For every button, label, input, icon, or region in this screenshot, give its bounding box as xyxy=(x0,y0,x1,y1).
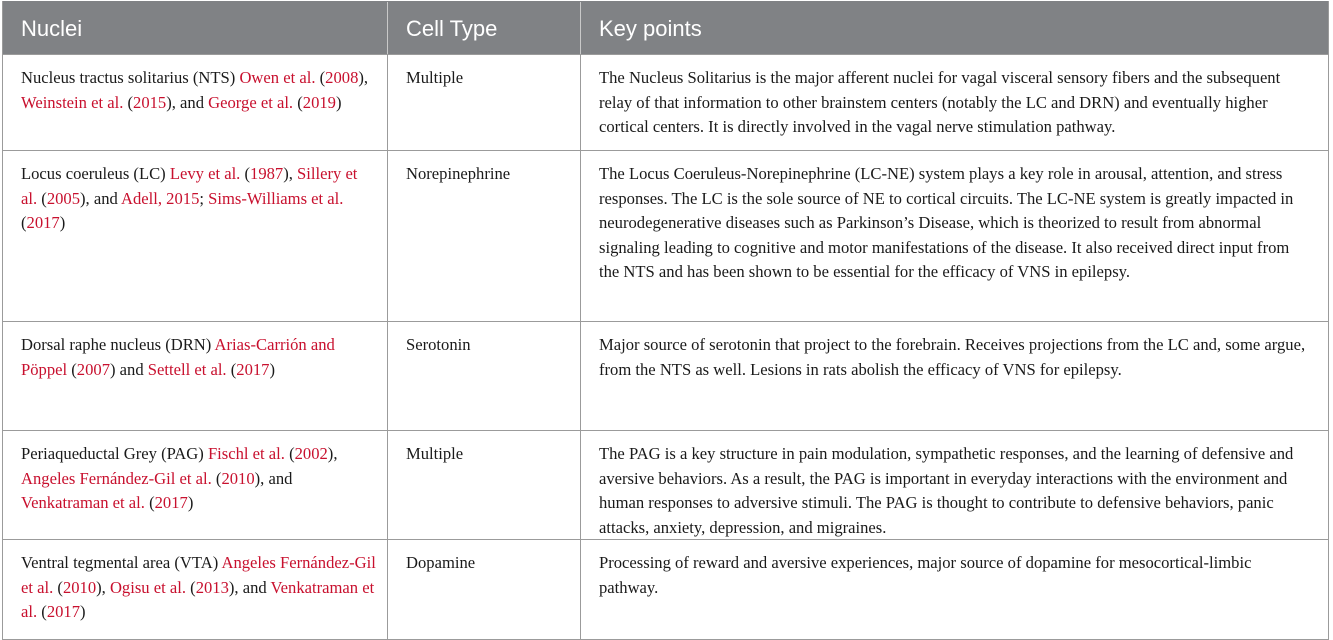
citation-link[interactable]: Sillery et al. xyxy=(21,164,358,208)
cell-type-cell: Multiple xyxy=(388,431,581,539)
table-row xyxy=(3,430,1328,539)
citation-link[interactable]: Settell et al. xyxy=(147,359,227,379)
nuclei-text: ), xyxy=(96,577,110,597)
nuclei-text: Nucleus tractus solitarius (NTS) xyxy=(21,68,240,87)
nuclei-text: ; xyxy=(199,188,209,208)
citation-link[interactable]: George et al. xyxy=(208,92,294,112)
citation-link[interactable]: Venkatraman et al. xyxy=(21,493,145,512)
nuclei-text: ) xyxy=(269,359,275,379)
citation-link[interactable]: Sims-Williams et al. xyxy=(208,188,344,208)
citation-link[interactable]: 2017 xyxy=(154,493,188,512)
nuclei-text: ( xyxy=(67,359,77,379)
nuclei-text: ( xyxy=(37,602,47,621)
table-row xyxy=(3,539,1328,639)
nuclei-text: ( xyxy=(53,577,63,597)
nuclei-text: ), xyxy=(283,164,298,183)
nuclei-text: ) xyxy=(80,602,86,621)
nuclei-text: ( xyxy=(211,468,222,488)
citation-link[interactable]: 2015 xyxy=(133,92,167,112)
nuclei-text: ), and xyxy=(80,188,122,208)
citation-link[interactable]: Venkatraman et al. xyxy=(21,577,375,621)
nuclei-text: ) xyxy=(335,92,342,112)
nuclei-text: ( xyxy=(293,92,303,112)
citation-link[interactable]: 2013 xyxy=(195,577,229,597)
nuclei-cell xyxy=(3,151,388,321)
citation-link[interactable]: 2010 xyxy=(221,468,255,488)
key-points-cell: Processing of reward and aversive experiences, major source of dopamine for mesocortical-limbic pathway. xyxy=(599,553,1252,597)
citation-link[interactable]: 2017 xyxy=(236,359,270,379)
nuclei-text: ) xyxy=(59,213,66,232)
nuclei-text: ( xyxy=(226,359,237,379)
nuclei-text: ), xyxy=(327,444,338,463)
nuclei-text: Periaqueductal Grey (PAG) xyxy=(21,444,208,463)
table-row xyxy=(3,54,1328,150)
table-row xyxy=(3,150,1328,321)
nuclei-text: ) xyxy=(187,493,194,512)
citation-link[interactable]: 2010 xyxy=(62,577,97,597)
nuclei-text: ), and xyxy=(166,92,209,112)
key-points-cell: The PAG is a key structure in pain modulation, sympathetic responses, and the learning of defensive and aversive behaviors. As a result, the PAG is important in everyday interactions with the environment and human responses to adversive stimuli. The PAG is thought to contribute to defensive behaviors, panic attacks, anxiety, depression, and migraines. xyxy=(599,444,1294,537)
table-header xyxy=(3,1,1328,54)
cell-type-cell: Serotonin xyxy=(388,322,581,430)
nuclei-text: ( xyxy=(21,213,27,232)
key-points-cell: The Locus Coeruleus-Norepinephrine (LC-NE) system plays a key role in arousal, attention, and stress responses. The LC is the sole source of NE to cortical circuits. The LC-NE system is greatly impacted in neurodegenerative diseases such as Parkinson’s Disease, which is theorized to result from abnormal signaling leading to cognitive and motor manifestations of the disease. It also received direct input from the NTS and has been shown to be essential for the efficacy of VNS in epilepsy. xyxy=(599,164,1294,281)
citation-link[interactable]: Angeles Fernández-Gil et al. xyxy=(21,553,376,597)
nuclei-cell xyxy=(3,55,388,150)
citation-link[interactable]: 2005 xyxy=(46,188,80,208)
key-points-cell: The Nucleus Solitarius is the major afferent nuclei for vagal visceral sensory fibers and the subsequent relay of that information to other brainstem centers (notably the LC and DRN) and eventually higher cortical centers. It is directly involved in the vagal nerve stimulation pathway. xyxy=(599,68,1281,136)
citation-link[interactable]: 2007 xyxy=(76,359,110,379)
nuclei-text: Locus coeruleus (LC) xyxy=(21,164,170,183)
citation-link[interactable]: 2019 xyxy=(302,92,336,112)
nuclei-text: ( xyxy=(284,444,295,463)
nuclei-text: ( xyxy=(144,493,155,512)
header-cell-type: Cell Type xyxy=(388,2,581,54)
nuclei-text: ( xyxy=(186,577,196,597)
nuclei-text: ( xyxy=(123,92,134,112)
citation-link[interactable]: Ogisu et al. xyxy=(109,577,186,597)
cell-type-cell: Norepinephrine xyxy=(388,151,581,321)
citation-link[interactable]: 1987 xyxy=(250,164,284,183)
citation-link[interactable]: 2002 xyxy=(294,444,328,463)
citation-link[interactable]: Arias-Carrión and Pöppel xyxy=(21,335,335,379)
nuclei-text: ( xyxy=(240,164,251,183)
cell-type-cell: Dopamine xyxy=(388,540,581,639)
citation-link[interactable]: Fischl et al. xyxy=(207,444,285,463)
citation-link[interactable]: 2017 xyxy=(46,602,80,621)
nuclei-text: ), and xyxy=(254,468,293,488)
nuclei-text: ), and xyxy=(228,577,271,597)
nuclei-table xyxy=(2,1,1329,640)
nuclei-text: ) and xyxy=(109,359,148,379)
citation-link[interactable]: Owen et al. xyxy=(239,68,316,87)
nuclei-text: Dorsal raphe nucleus (DRN) xyxy=(21,335,215,354)
nuclei-text: Ventral tegmental area (VTA) xyxy=(21,553,222,572)
nuclei-cell xyxy=(3,431,388,539)
citation-link[interactable]: 2017 xyxy=(26,213,60,232)
citation-link[interactable]: Weinstein et al. xyxy=(21,92,124,112)
citation-link[interactable]: 2008 xyxy=(325,68,359,87)
header-nuclei: Nuclei xyxy=(3,2,388,54)
cell-type-cell: Multiple xyxy=(388,55,581,150)
table-row xyxy=(3,321,1328,430)
key-points-cell: Major source of serotonin that project to the forebrain. Receives projections from the LC and, some argue, from the NTS as well. Lesions in rats abolish the efficacy of VNS for epilepsy. xyxy=(599,335,1306,379)
nuclei-text: ( xyxy=(315,68,326,87)
nuclei-cell xyxy=(3,322,388,430)
nuclei-text: ( xyxy=(37,188,47,208)
nuclei-cell xyxy=(3,540,388,639)
nuclei-text: ), xyxy=(358,68,369,87)
citation-link[interactable]: Levy et al. xyxy=(169,164,241,183)
citation-link[interactable]: Angeles Fernández-Gil et al. xyxy=(21,468,212,488)
header-key-points: Key points xyxy=(599,16,702,41)
citation-link[interactable]: Adell, 2015 xyxy=(121,188,200,208)
